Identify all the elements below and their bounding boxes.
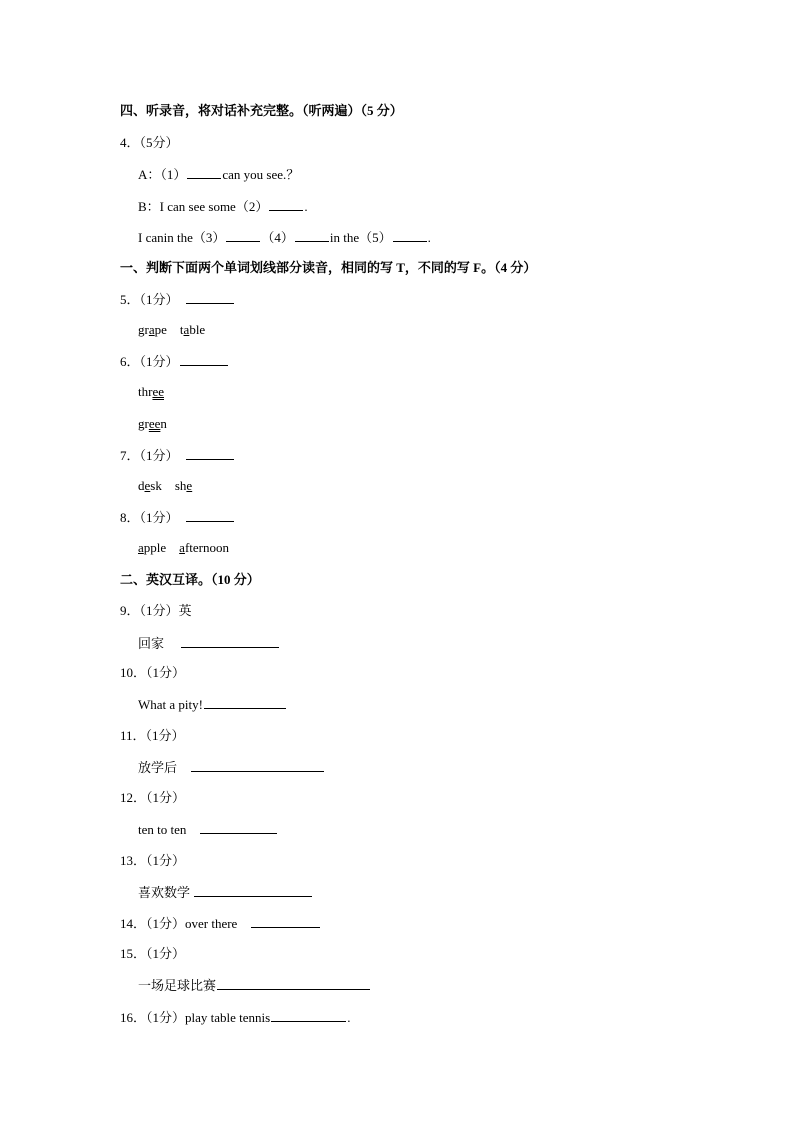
question-number: 13．（1分）: [120, 853, 186, 868]
answer-blank[interactable]: [194, 884, 312, 897]
translation-item: [138, 977, 371, 994]
section-title-listening: 四、听录音，将对话补充完整。（听两遍）（5 分）: [120, 103, 403, 118]
item-text: 放学后: [138, 760, 178, 775]
answer-blank[interactable]: [200, 821, 277, 834]
section-title-translation: 二、英汉互译。（10 分）: [120, 572, 260, 587]
dialogue-line-b: [138, 198, 308, 215]
answer-blank[interactable]: [180, 353, 228, 366]
question-6: [120, 353, 229, 370]
word: desk: [138, 478, 162, 493]
section-title-phonics: 一、判断下面两个单词划线部分读音，相同的写 T，不同的写 F。（4 分）: [120, 260, 537, 275]
item-text: 喜欢数学: [138, 885, 191, 900]
item-text: 回家: [138, 636, 165, 651]
word-pair: [138, 540, 229, 556]
dialogue-text: B：I can see some（2）: [138, 199, 269, 214]
answer-blank[interactable]: [191, 759, 324, 772]
item-text: 一场足球比赛: [138, 978, 217, 993]
answer-blank[interactable]: [181, 635, 279, 648]
word: grape: [138, 322, 167, 337]
translation-item: [138, 884, 313, 901]
dialogue-text: .: [304, 199, 308, 214]
question-7: [120, 447, 235, 464]
translation-item: [138, 759, 325, 776]
dialogue-line-c: [138, 229, 431, 246]
question-14: [120, 915, 321, 932]
dialogue-text: （4）: [261, 230, 294, 245]
answer-blank[interactable]: [186, 291, 234, 304]
dialogue-text: can you see.？: [222, 167, 300, 182]
question-number: 4．（5分）: [120, 135, 179, 150]
word: afternoon: [179, 540, 229, 555]
word: apple: [138, 540, 167, 555]
item-text: What a pity!: [138, 697, 203, 712]
translation-item: [138, 635, 280, 652]
word: green: [138, 416, 167, 431]
answer-blank[interactable]: [187, 166, 221, 179]
question-5: [120, 291, 235, 308]
answer-blank[interactable]: [271, 1009, 346, 1022]
question-number: 12．（1分）: [120, 790, 186, 805]
question-8: [120, 509, 235, 526]
question-number: 8．（1分）: [120, 510, 179, 525]
answer-blank[interactable]: [226, 229, 260, 242]
question-number: 6．（1分）: [120, 354, 179, 369]
question-number: 5．（1分）: [120, 292, 179, 307]
translation-item: [138, 821, 278, 838]
question-number: 10．（1分）: [120, 665, 186, 680]
answer-blank[interactable]: [295, 229, 329, 242]
answer-blank[interactable]: [269, 198, 303, 211]
question-number: 11．（1分）: [120, 728, 185, 743]
translation-item: [138, 696, 287, 713]
dialogue-text: in the（5）: [329, 230, 392, 245]
question-number: 16．（1分）play table tennis: [120, 1010, 271, 1025]
word: table: [179, 322, 206, 337]
dialogue-text: .: [427, 230, 431, 245]
word-pair: [138, 322, 205, 338]
answer-blank[interactable]: [251, 915, 320, 928]
word: she: [174, 478, 193, 493]
word-pair: [138, 478, 192, 494]
dialogue-text: I canin the（3）: [138, 230, 226, 245]
answer-blank[interactable]: [393, 229, 427, 242]
answer-blank[interactable]: [204, 696, 286, 709]
question-number: 14．（1分）over there: [120, 916, 238, 931]
word: three: [138, 384, 164, 399]
item-text: ten to ten: [138, 822, 187, 837]
answer-blank[interactable]: [217, 977, 370, 990]
answer-blank[interactable]: [186, 509, 234, 522]
question-number: 7．（1分）: [120, 448, 179, 463]
question-number: 15．（1分）: [120, 946, 186, 961]
question-number: 9．（1分）英: [120, 603, 192, 618]
dialogue-line-a: [138, 166, 299, 183]
question-16: [120, 1009, 350, 1026]
dialogue-text: A：（1）: [138, 167, 187, 182]
answer-blank[interactable]: [186, 447, 234, 460]
punctuation: .: [347, 1010, 351, 1025]
